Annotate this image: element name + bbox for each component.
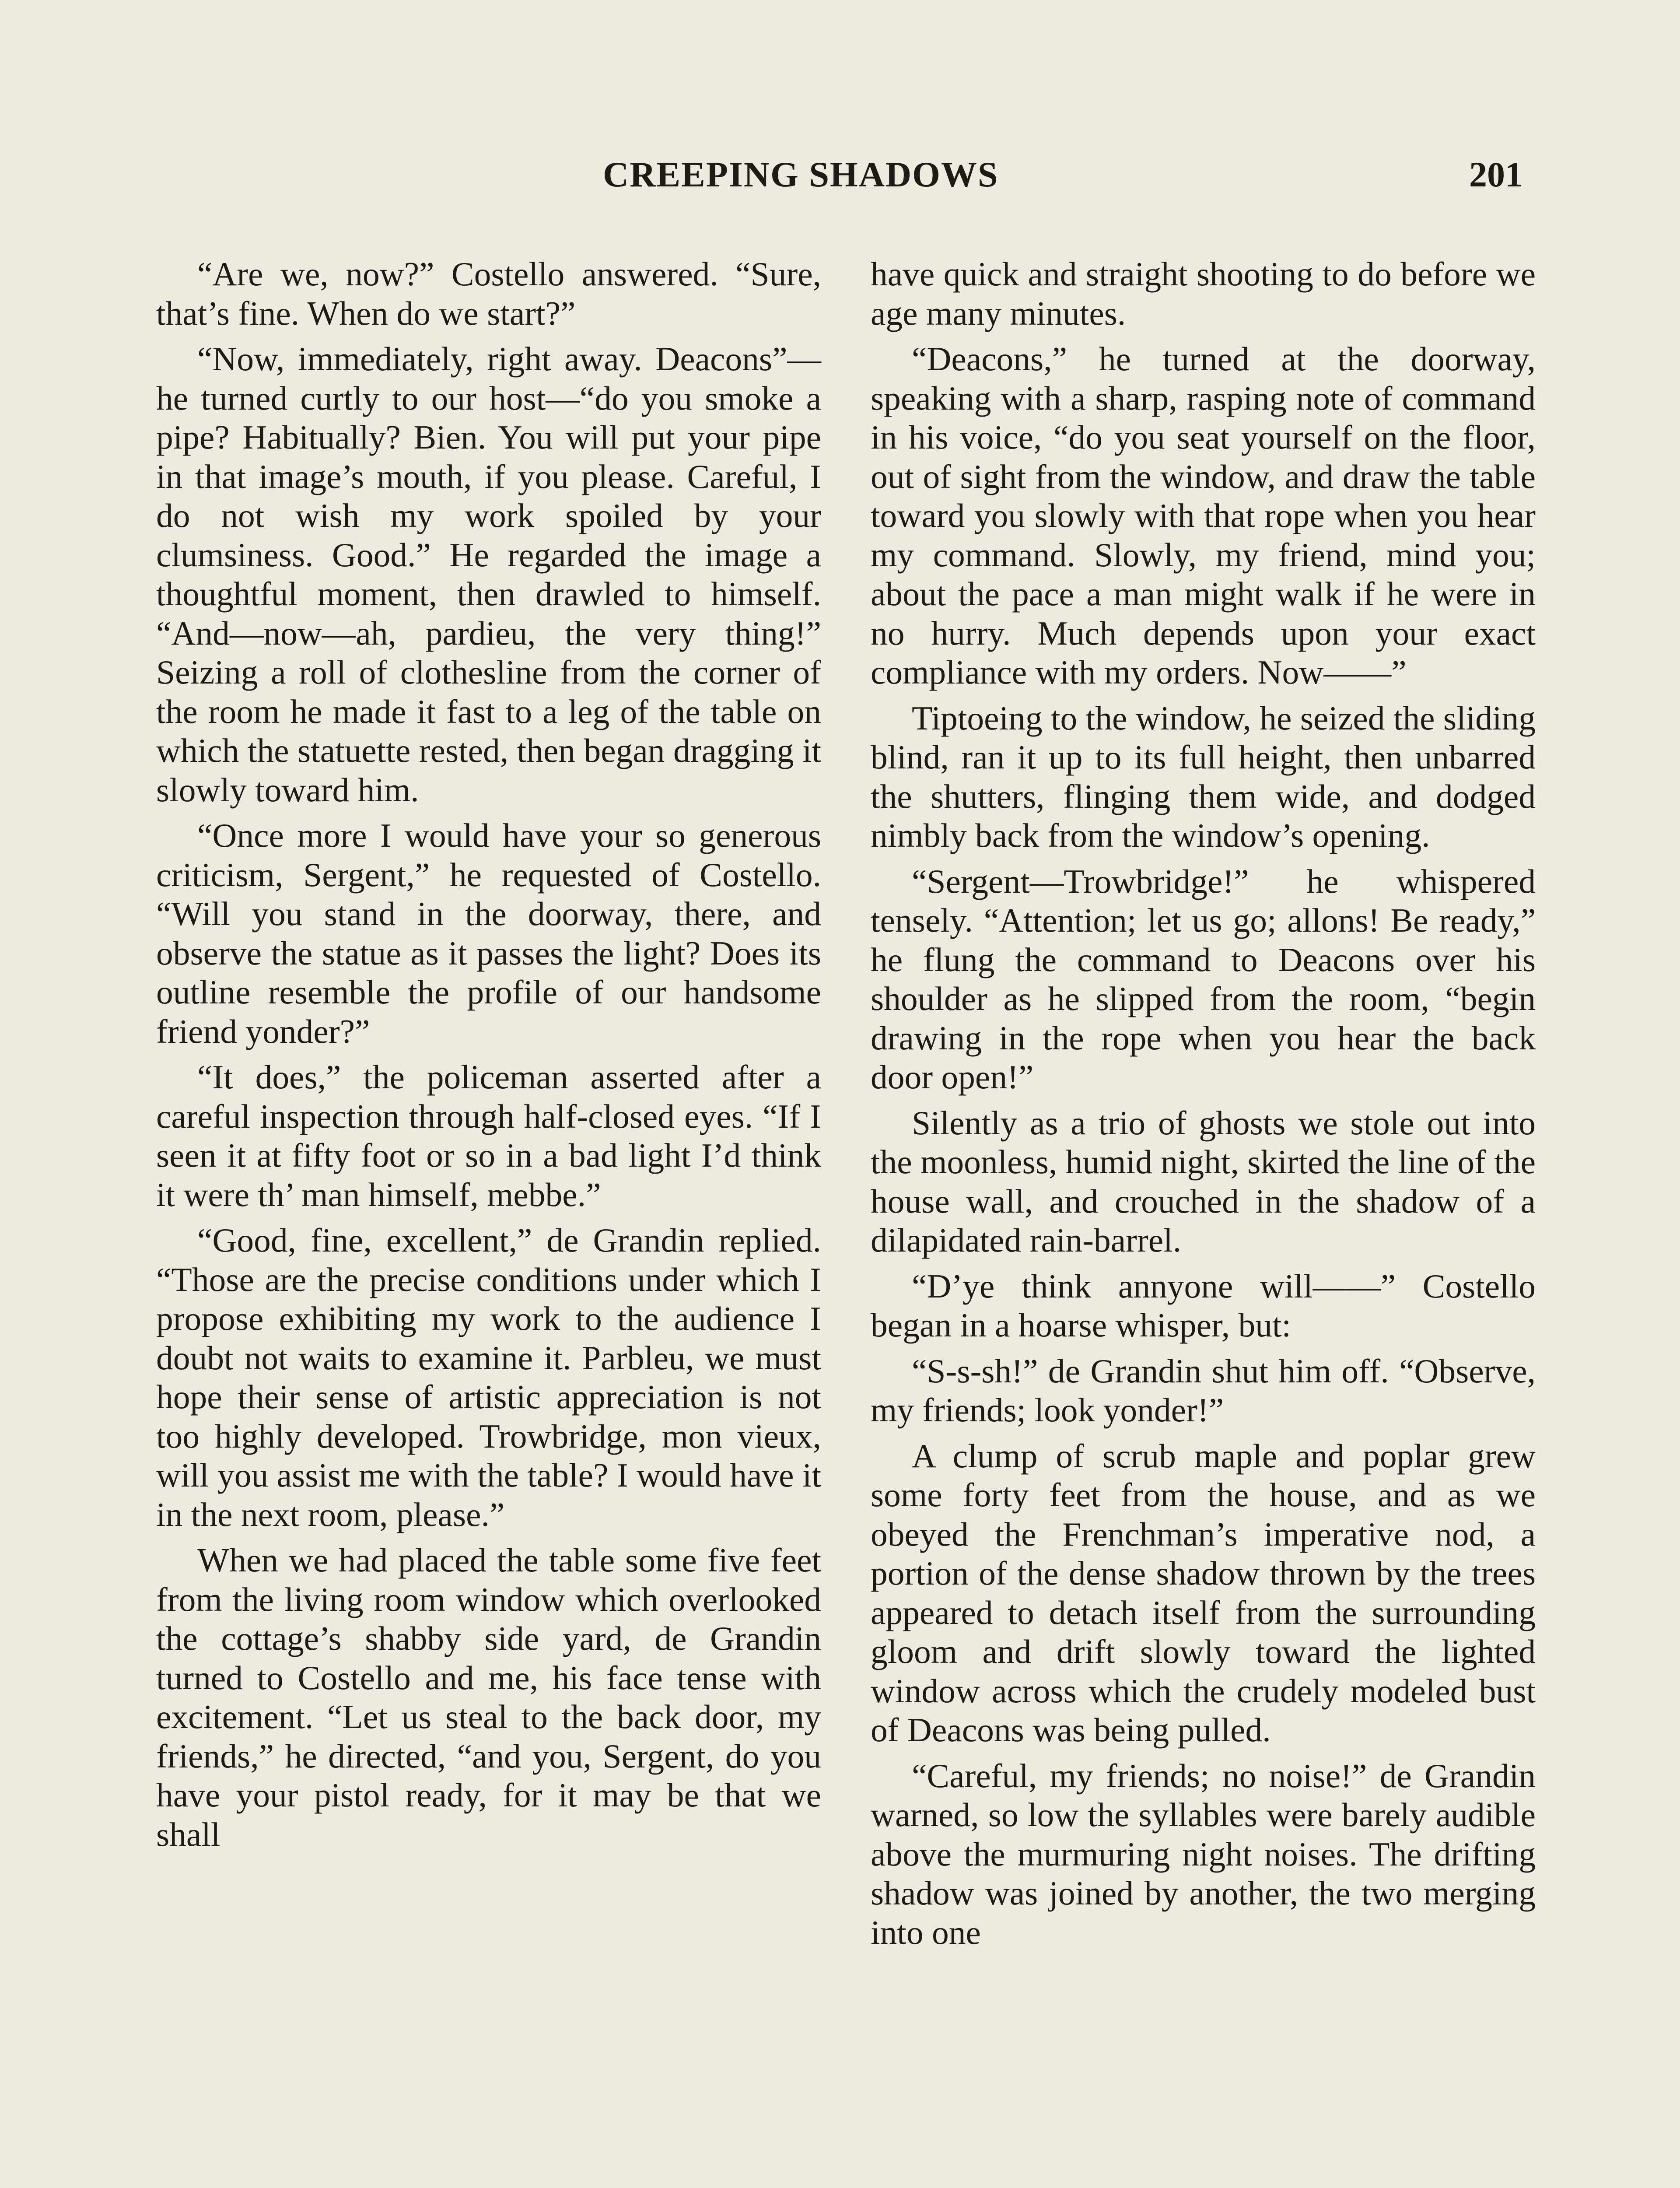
- paragraph: “Are we, now?” Costello answered. “Sure, that’s fine. When do we start?”: [156, 255, 821, 332]
- paragraph: “Sergent—Trowbridge!” he whispered tensely. “Attention; let us go; allons! Be ready,” he flung the command to Deacons over his shoulder as he slipped from the room, “begin drawing in the rope when you hear the back door open!”: [871, 862, 1536, 1096]
- paragraph: A clump of scrub maple and poplar grew some forty feet from the house, and as we obeyed the Frenchman’s imperative nod, a portion of the dense shadow thrown by the trees appeared to detach itself from the surrounding gloom and drift slowly toward the lighted window across which the crudely modeled bust of Deacons was being pulled.: [871, 1437, 1536, 1749]
- left-column: [156, 255, 821, 1861]
- paragraph: “Deacons,” he turned at the doorway, speaking with a sharp, rasping note of command in his voice, “do you seat yourself on the floor, out of sight from the window, and draw the table toward you slowly with that rope when you hear my command. Slowly, my friend, mind you; about the pace a man might walk if he were in no hurry. Much depends upon your exact compliance with my orders. Now——”: [871, 340, 1536, 691]
- paragraph: “It does,” the policeman asserted after a careful inspection through half-closed eyes. “If I seen it at fifty foot or so in a bad light I’d think it were th’ man himself, mebbe.”: [156, 1058, 821, 1213]
- right-column: [871, 255, 1536, 1959]
- paragraph: “Once more I would have your so generous criticism, Sergent,” he requested of Costello. “Will you stand in the doorway, there, and observe the statue as it passes the light? Does its outline resemble the profile of our handsome friend yonder?”: [156, 817, 821, 1050]
- paragraph: When we had placed the table some five feet from the living room window which overlooked the cottage’s shabby side yard, de Grandin turned to Costello and me, his face tense with excitement. “Let us steal to the back door, my friends,” he directed, “and you, Sergent, do you have your pistol ready, for it may be that we shall: [156, 1541, 821, 1853]
- paragraph: Silently as a trio of ghosts we stole out into the moonless, humid night, skirted the line of the house wall, and crouched in the shadow of a dilapidated rain-barrel.: [871, 1104, 1536, 1259]
- paragraph: “D’ye think annyone will——” Costello began in a hoarse whisper, but:: [871, 1267, 1536, 1344]
- paragraph: “Good, fine, excellent,” de Grandin replied. “Those are the precise conditions under which I propose exhibiting my work to the audience I doubt not waits to examine it. Parbleu, we must hope their sense of artistic appreciation is not too highly developed. Trowbridge, mon vieux, will you assist me with the table? I would have it in the next room, please.”: [156, 1221, 821, 1533]
- paragraph: “S-s-sh!” de Grandin shut him off. “Observe, my friends; look yonder!”: [871, 1352, 1536, 1429]
- page-number: 201: [1469, 154, 1523, 194]
- paragraph: “Careful, my friends; no noise!” de Grandin warned, so low the syllables were barely audible above the murmuring night noises. The drifting shadow was joined by another, the two merging into one: [871, 1757, 1536, 1951]
- paragraph-continued: have quick and straight shooting to do before we age many minutes.: [871, 255, 1536, 332]
- paragraph: Tiptoeing to the window, he seized the sliding blind, ran it up to its full height, then unbarred the shutters, flinging them wide, and dodged nimbly back from the window’s opening.: [871, 699, 1536, 854]
- paragraph: “Now, immediately, right away. Deacons”—he turned curtly to our host—“do you smoke a pipe? Habitually? Bien. You will put your pipe in that image’s mouth, if you please. Careful, I do not wish my work spoiled by your clumsiness. Good.” He regarded the image a thoughtful moment, then drawled to himself. “And—now—ah, pardieu, the very thing!” Seizing a roll of clothesline from the corner of the room he made it fast to a leg of the table on which the statuette rested, then began dragging it slowly toward him.: [156, 340, 821, 809]
- running-head: CREEPING SHADOWS: [603, 154, 999, 194]
